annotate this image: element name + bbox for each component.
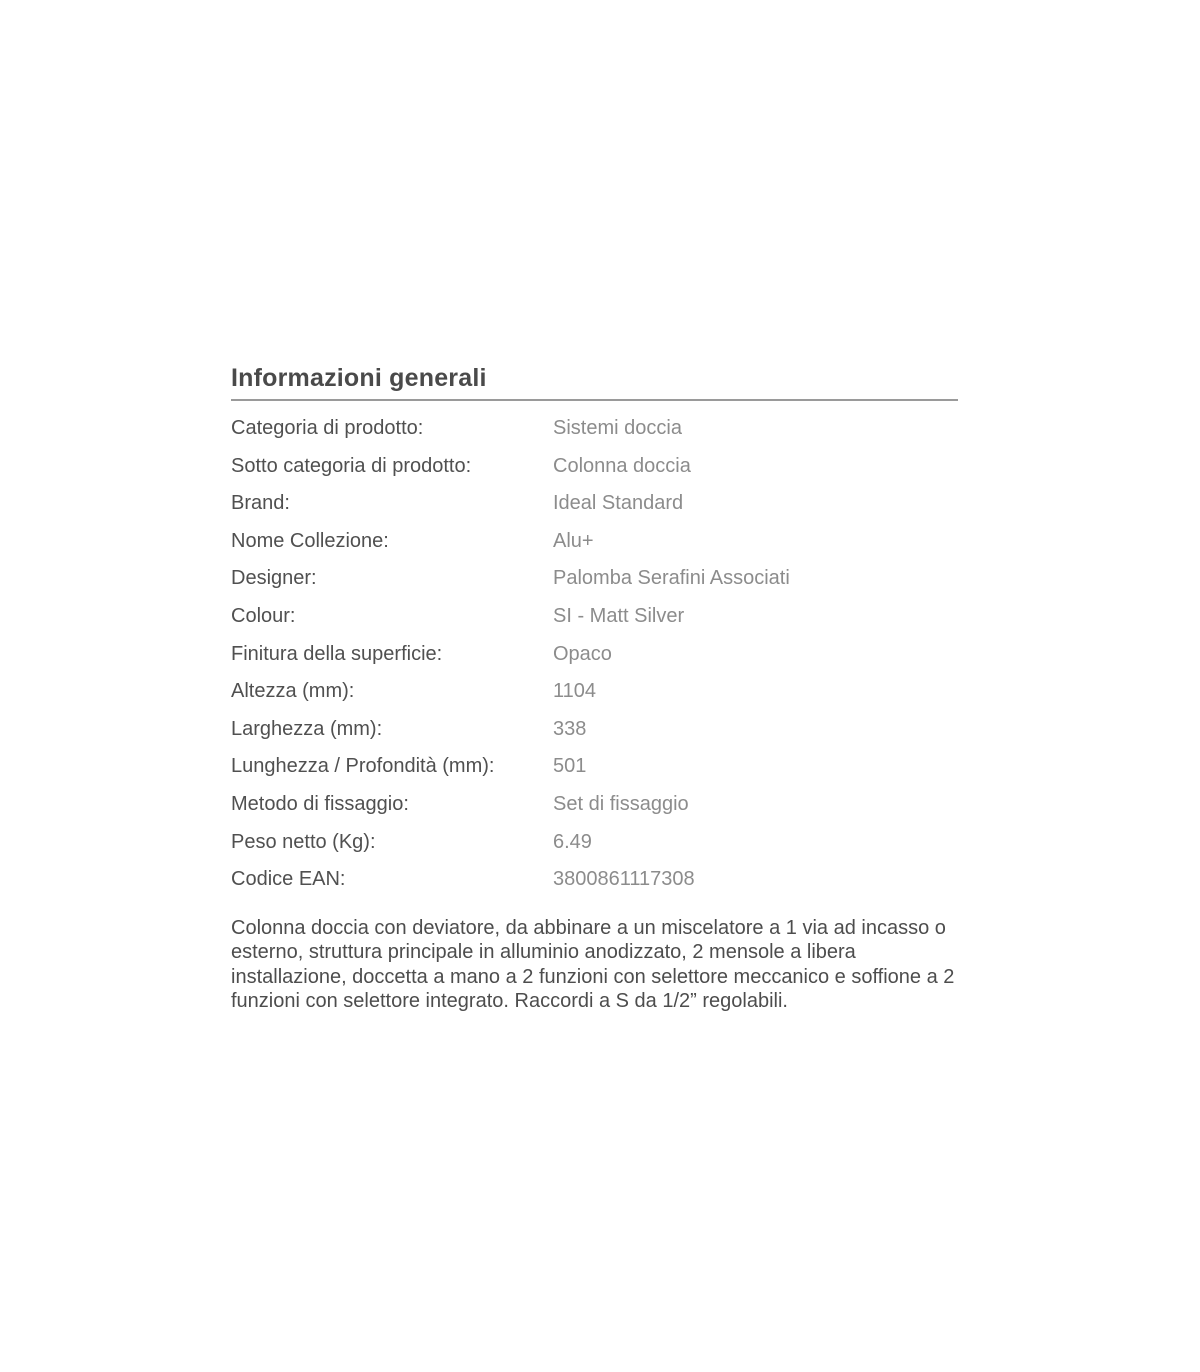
spec-row-depth <box>231 753 958 791</box>
spec-value: 501 <box>553 755 587 778</box>
spec-label: Finitura della superficie: <box>231 642 443 665</box>
spec-value: Alu+ <box>553 529 594 552</box>
spec-row-collection <box>231 528 958 566</box>
spec-value: Sistemi doccia <box>553 417 682 439</box>
spec-row-colour <box>231 603 958 641</box>
spec-row-mounting <box>231 791 958 829</box>
spec-label: Lunghezza / Profondità (mm): <box>231 755 495 778</box>
spec-value: 338 <box>553 717 587 740</box>
spec-row-height <box>231 678 958 716</box>
product-description: Colonna doccia con deviatore, da abbinare a un miscelatore a 1 via ad incasso o esterno, struttura principale in alluminio anodizzato, 2 mensole a libera installazione, doccetta a mano a 2 funzioni con selettore meccanico e soffione a 2 funzioni con selettore integrato. Raccordi a S da 1/2” regolabili. <box>231 916 955 1013</box>
spec-value: 3800861117308 <box>553 868 695 891</box>
spec-label: Larghezza (mm): <box>231 717 383 740</box>
spec-label: Codice EAN: <box>231 868 346 891</box>
spec-label: Sotto categoria di prodotto: <box>231 454 472 477</box>
spec-value: Ideal Standard <box>553 492 684 515</box>
spec-label: Altezza (mm): <box>231 680 355 703</box>
spec-row-width <box>231 716 958 754</box>
spec-label: Colour: <box>231 604 296 627</box>
spec-value: Colonna doccia <box>553 454 691 477</box>
spec-value: 1104 <box>553 680 597 703</box>
spec-row-subcategory <box>231 453 958 491</box>
spec-row-brand <box>231 490 958 528</box>
spec-label: Categoria di prodotto: <box>231 417 424 439</box>
spec-row-weight <box>231 829 958 867</box>
general-info-section <box>231 362 958 1034</box>
spec-value: Opaco <box>553 642 612 665</box>
spec-row-finish <box>231 641 958 679</box>
spec-row-ean <box>231 866 958 904</box>
spec-row-designer <box>231 565 958 603</box>
spec-label: Designer: <box>231 567 317 590</box>
spec-value: Palomba Serafini Associati <box>553 567 790 590</box>
section-title: Informazioni generali <box>231 364 487 392</box>
spec-label: Peso netto (Kg): <box>231 830 376 853</box>
spec-label: Metodo di fissaggio: <box>231 792 409 815</box>
spec-table <box>231 415 958 904</box>
spec-label: Brand: <box>231 492 290 515</box>
title-divider <box>231 399 958 401</box>
spec-value: SI - Matt Silver <box>553 604 685 627</box>
spec-value: Set di fissaggio <box>553 792 689 815</box>
spec-row-category <box>231 415 958 453</box>
spec-value: 6.49 <box>553 830 592 853</box>
spec-label: Nome Collezione: <box>231 529 389 552</box>
